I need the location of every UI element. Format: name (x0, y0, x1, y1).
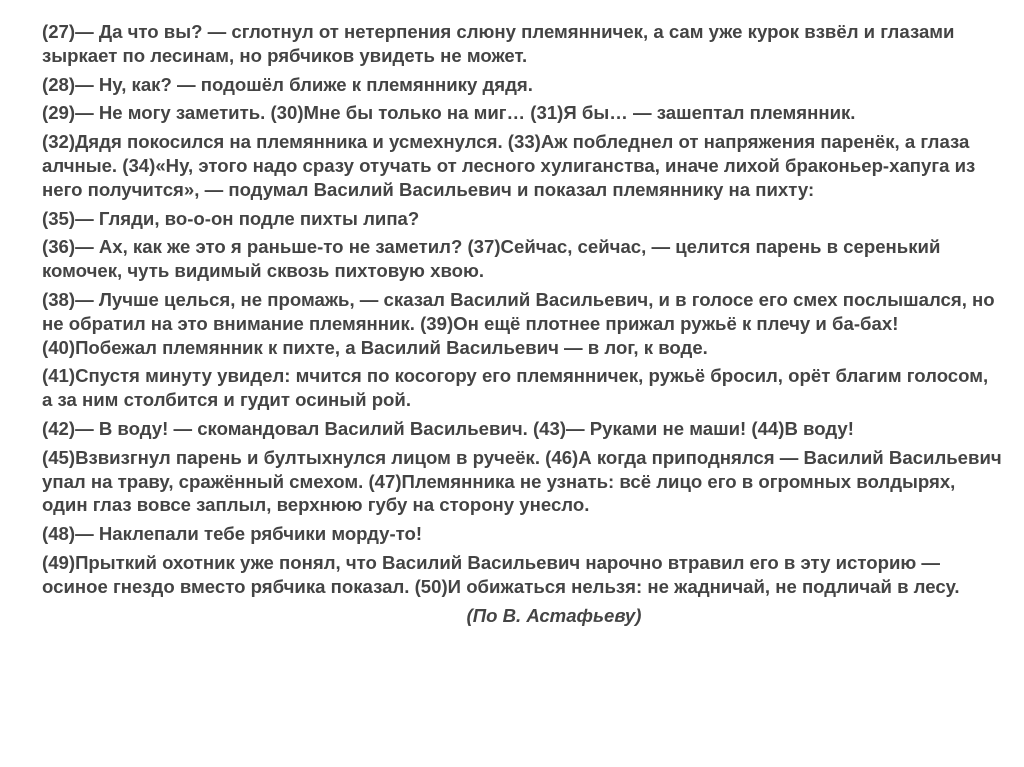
paragraph-38: (38)— Лучше целься, не промажь, — сказал Василий Васильевич, и в голосе его смех послышался, но не обратил на это внимание племянник. (39)Он ещё плотнее прижал ружьё к плечу и ба-бах! (40)Побежал племянник к пихте, а Василий Васильевич — в лог, к воде. (42, 288, 995, 358)
document-body (42, 20, 1002, 632)
paragraph-42: (42)— В воду! — скомандовал Василий Васильевич. (43)— Руками не маши! (44)В воду! (42, 417, 854, 439)
paragraph-28: (28)— Ну, как? — подошёл ближе к племяннику дядя. (42, 73, 533, 95)
paragraph-45: (45)Взвизгнул парень и бултыхнулся лицом в ручеёк. (46)А когда приподнялся — Василий Васильевич упал на траву, сражённый смехом. (47)Племянника не узнать: всё лицо его в огромных волдырях, один глаз вовсе заплыл, верхнюю губу на сторону унесло. (42, 446, 1002, 516)
paragraph-48: (48)— Наклепали тебе рябчики морду-то! (42, 523, 423, 545)
source-attribution: (По В. Астафьеву) (466, 604, 642, 626)
paragraph-36: (36)— Ах, как же это я раньше-то не заметил? (37)Сейчас, сейчас, — целится парень в серенький комочек, чуть видимый сквозь пихтовую хвою. (42, 236, 941, 282)
paragraph-35: (35)— Гляди, во-о-он подле пихты липа? (42, 207, 420, 229)
paragraph-29: (29)— Не могу заметить. (30)Мне бы только на миг… (31)Я бы… — зашептал племянник. (42, 102, 856, 124)
paragraph-32: (32)Дядя покосился на племянника и усмехнулся. (33)Аж побледнел от напряжения паренёк, а глаза алчные. (34)«Ну, этого надо сразу отучать от лесного хулиганства, иначе лихой браконьер-хапуга из него получится», — подумал Василий Васильевич и показал племяннику на пихту: (42, 131, 976, 200)
paragraph-27: (27)— Да что вы? — сглотнул от нетерпения слюну племянничек, а сам уже курок взвёл и глазами зыркает по лесинам, но рябчиков увидеть не может. (42, 21, 955, 66)
paragraph-41: (41)Спустя минуту увидел: мчится по косогору его племянничек, ружьё бросил, орёт благим голосом, а за ним столбится и гудит осиный рой. (42, 365, 989, 411)
paragraph-49: (49)Прыткий охотник уже понял, что Василий Васильевич нарочно втравил его в эту историю — осиное гнездо вместо рябчика показал. (50)И обижаться нельзя: не жадничай, не подличай в лесу. (42, 551, 960, 597)
